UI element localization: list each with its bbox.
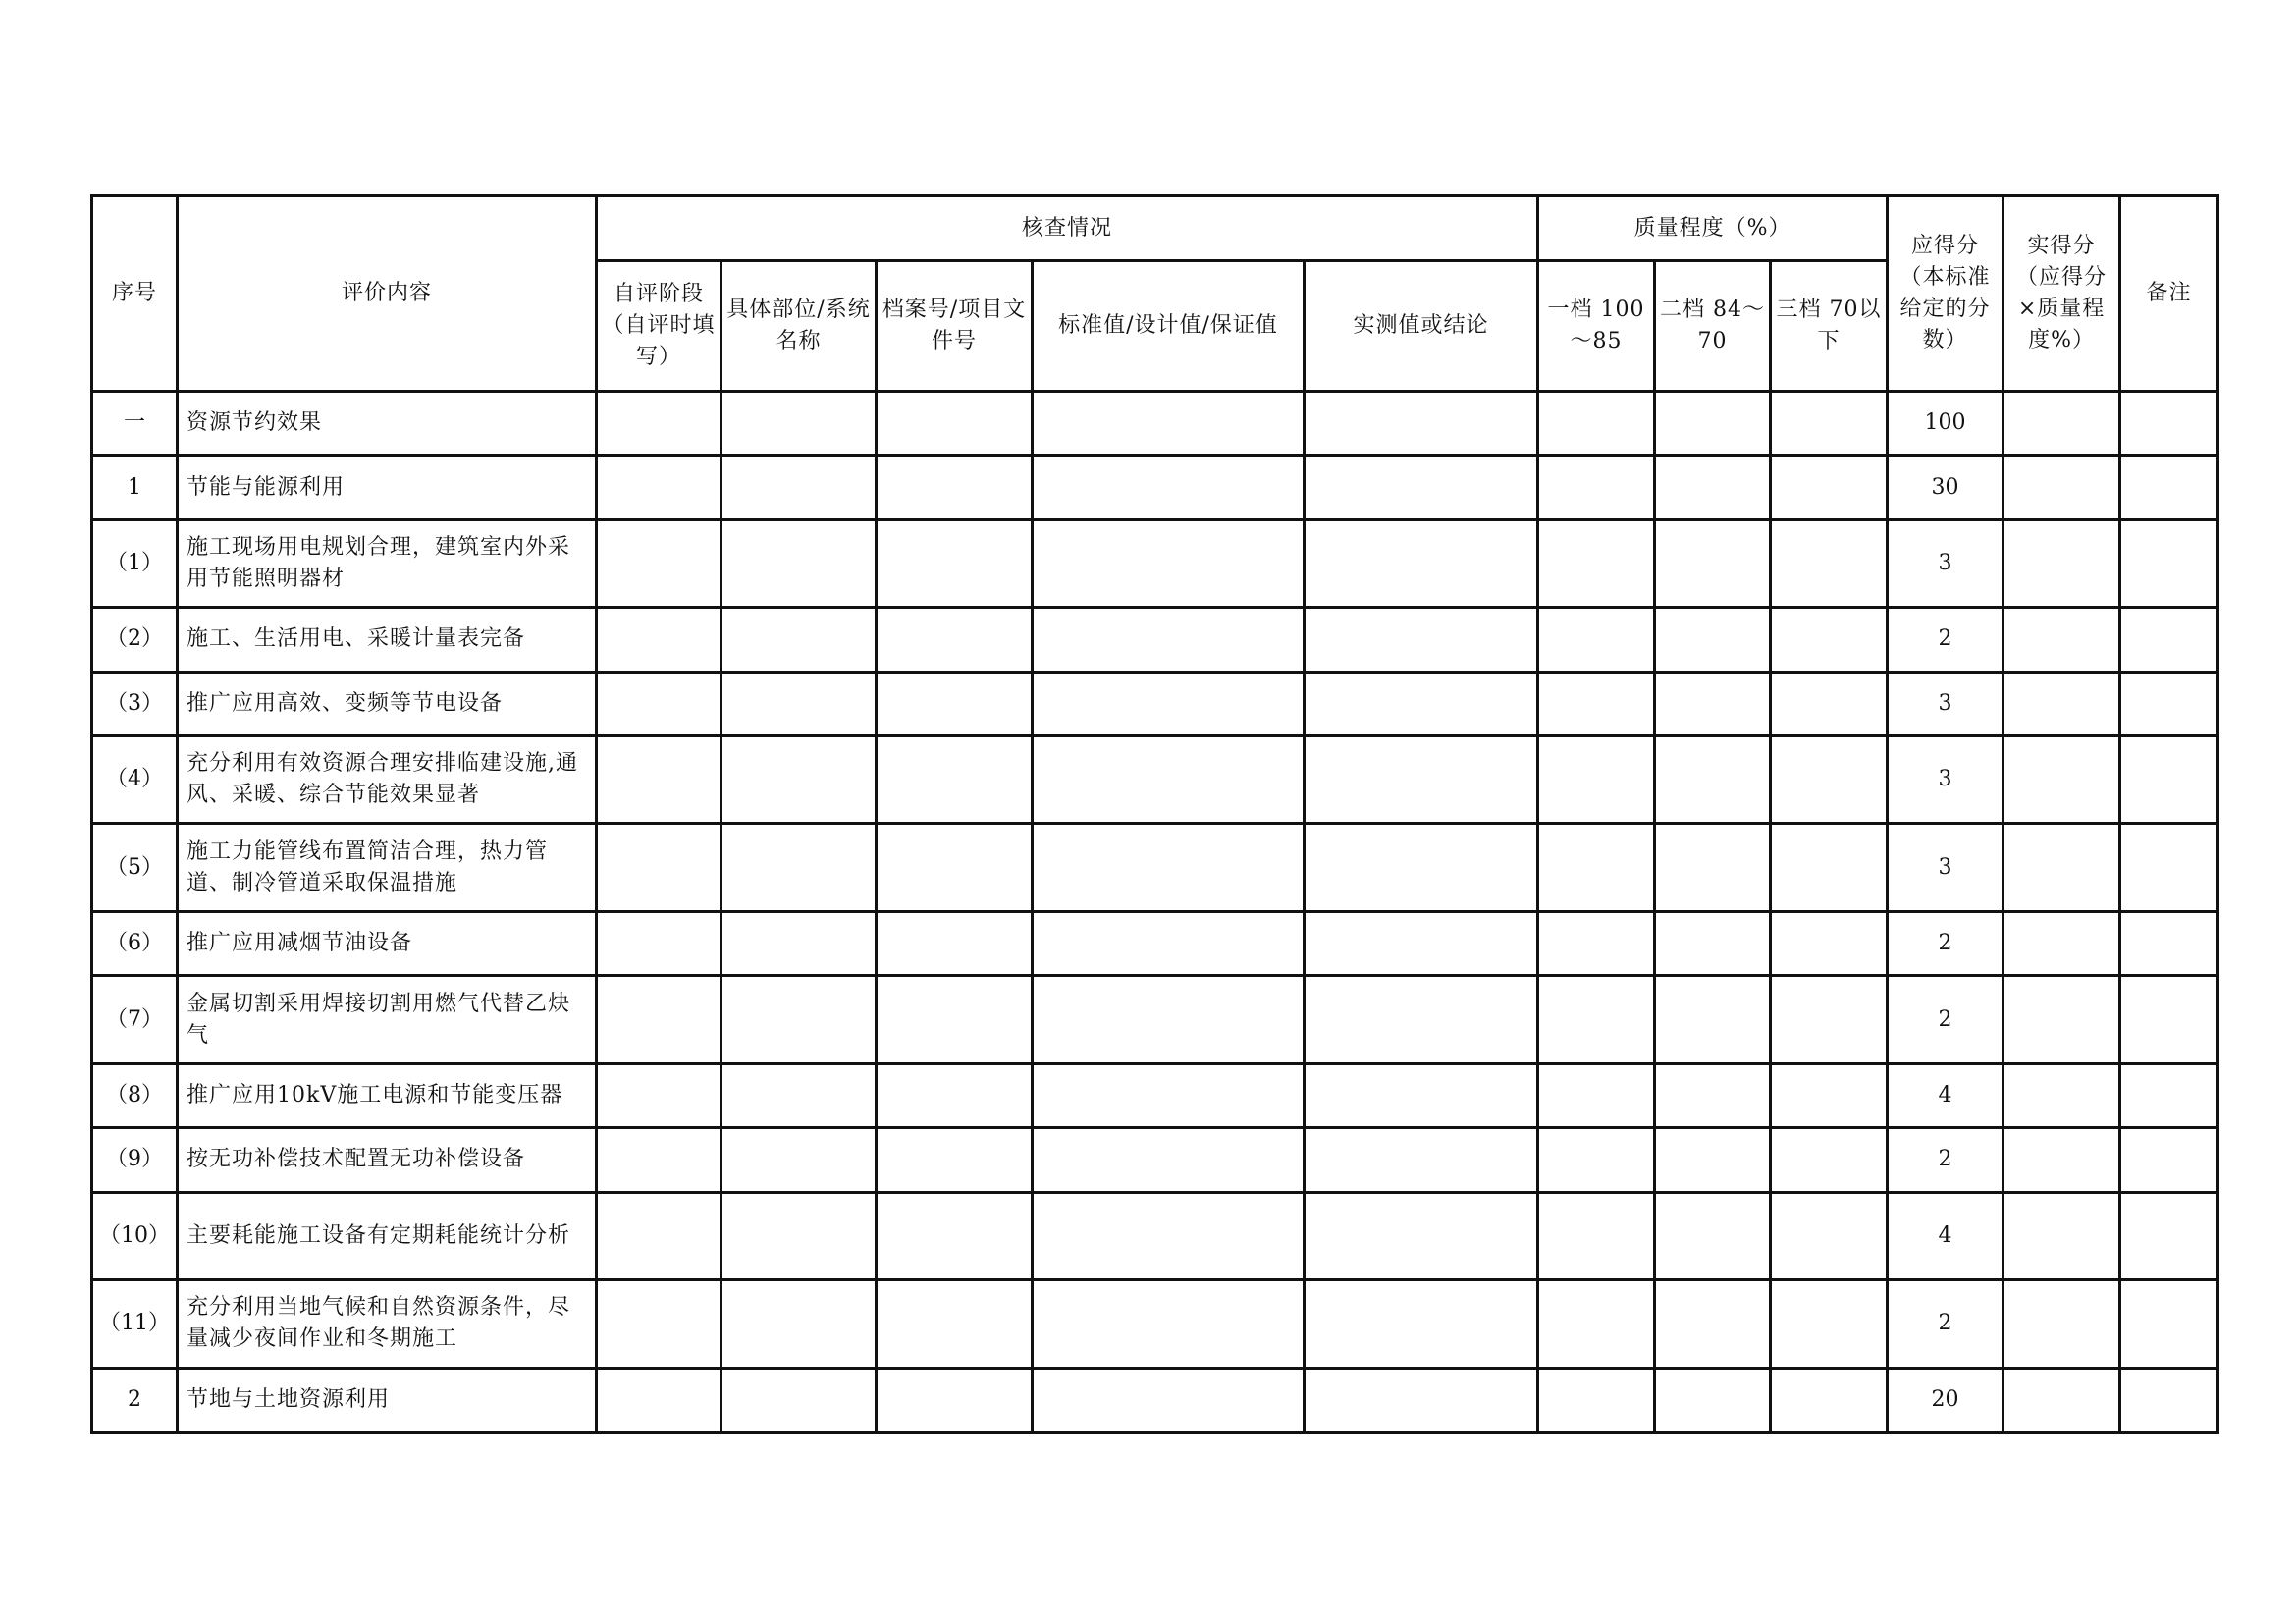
grade2-cell[interactable] xyxy=(1655,976,1771,1064)
location-cell[interactable] xyxy=(721,392,877,456)
grade2-cell[interactable] xyxy=(1655,1192,1771,1280)
archive-no-cell[interactable] xyxy=(877,824,1033,912)
row-due-score: 2 xyxy=(1888,911,2003,975)
table-row xyxy=(92,672,2218,735)
row-content: 施工现场用电规划合理，建筑室内外采用节能照明器材 xyxy=(178,519,597,608)
header-grade3: 三档 70以下 xyxy=(1771,261,1888,392)
header-standard: 标准值/设计值/保证值 xyxy=(1033,261,1305,392)
archive-no-cell[interactable] xyxy=(877,1280,1033,1369)
row-due-score: 20 xyxy=(1888,1368,2003,1432)
header-actual-score: 实得分（应得分×质量程度%） xyxy=(2003,196,2120,392)
row-seq: （2） xyxy=(92,608,178,672)
grade1-cell[interactable] xyxy=(1538,1063,1655,1127)
grade3-cell[interactable] xyxy=(1771,735,1888,824)
grade1-cell[interactable] xyxy=(1538,1192,1655,1280)
measured-cell[interactable] xyxy=(1305,672,1538,735)
actual-score-cell[interactable] xyxy=(2003,1280,2120,1369)
location-cell[interactable] xyxy=(721,976,877,1064)
grade3-cell[interactable] xyxy=(1771,608,1888,672)
grade2-cell[interactable] xyxy=(1655,392,1771,456)
header-self-eval-stage: 自评阶段（自评时填写） xyxy=(597,261,721,392)
standard-cell[interactable] xyxy=(1033,608,1305,672)
grade3-cell[interactable] xyxy=(1771,1280,1888,1369)
row-seq: （10） xyxy=(92,1192,178,1280)
grade3-cell[interactable] xyxy=(1771,1368,1888,1432)
header-seq: 序号 xyxy=(92,196,178,392)
grade2-cell[interactable] xyxy=(1655,1280,1771,1369)
grade2-cell[interactable] xyxy=(1655,824,1771,912)
row-due-score: 2 xyxy=(1888,1128,2003,1192)
actual-score-cell[interactable] xyxy=(2003,456,2120,519)
row-seq: （11） xyxy=(92,1280,178,1369)
row-content: 金属切割采用焊接切割用燃气代替乙炔气 xyxy=(178,976,597,1064)
header-check-group: 核查情况 xyxy=(597,196,1538,261)
grade1-cell[interactable] xyxy=(1538,519,1655,608)
self-eval-cell[interactable] xyxy=(597,1368,721,1432)
table-row xyxy=(92,1280,2218,1369)
table-row xyxy=(92,519,2218,608)
measured-cell[interactable] xyxy=(1305,824,1538,912)
self-eval-cell[interactable] xyxy=(597,1280,721,1369)
self-eval-cell[interactable] xyxy=(597,911,721,975)
grade3-cell[interactable] xyxy=(1771,672,1888,735)
grade1-cell[interactable] xyxy=(1538,1128,1655,1192)
actual-score-cell[interactable] xyxy=(2003,392,2120,456)
grade1-cell[interactable] xyxy=(1538,1368,1655,1432)
row-seq: 一 xyxy=(92,392,178,456)
remarks-cell[interactable] xyxy=(2120,519,2218,608)
grade3-cell[interactable] xyxy=(1771,392,1888,456)
measured-cell[interactable] xyxy=(1305,1280,1538,1369)
actual-score-cell[interactable] xyxy=(2003,608,2120,672)
actual-score-cell[interactable] xyxy=(2003,672,2120,735)
standard-cell[interactable] xyxy=(1033,1063,1305,1127)
row-seq: 2 xyxy=(92,1368,178,1432)
archive-no-cell[interactable] xyxy=(877,456,1033,519)
actual-score-cell[interactable] xyxy=(2003,1368,2120,1432)
archive-no-cell[interactable] xyxy=(877,1368,1033,1432)
standard-cell[interactable] xyxy=(1033,456,1305,519)
header-grade1: 一档 100～85 xyxy=(1538,261,1655,392)
measured-cell[interactable] xyxy=(1305,1063,1538,1127)
self-eval-cell[interactable] xyxy=(597,1192,721,1280)
measured-cell[interactable] xyxy=(1305,1192,1538,1280)
remarks-cell[interactable] xyxy=(2120,1128,2218,1192)
standard-cell[interactable] xyxy=(1033,911,1305,975)
table-row xyxy=(92,456,2218,519)
measured-cell[interactable] xyxy=(1305,519,1538,608)
location-cell[interactable] xyxy=(721,1128,877,1192)
evaluation-table xyxy=(90,194,2219,1434)
standard-cell[interactable] xyxy=(1033,1368,1305,1432)
location-cell[interactable] xyxy=(721,1368,877,1432)
table-row xyxy=(92,392,2218,456)
header-archive-no: 档案号/项目文件号 xyxy=(877,261,1033,392)
grade1-cell[interactable] xyxy=(1538,456,1655,519)
header-due-score: 应得分（本标准给定的分数） xyxy=(1888,196,2003,392)
grade3-cell[interactable] xyxy=(1771,1063,1888,1127)
row-content: 充分利用有效资源合理安排临建设施,通风、采暖、综合节能效果显著 xyxy=(178,735,597,824)
actual-score-cell[interactable] xyxy=(2003,519,2120,608)
measured-cell[interactable] xyxy=(1305,911,1538,975)
self-eval-cell[interactable] xyxy=(597,735,721,824)
row-due-score: 3 xyxy=(1888,672,2003,735)
remarks-cell[interactable] xyxy=(2120,608,2218,672)
grade3-cell[interactable] xyxy=(1771,519,1888,608)
grade2-cell[interactable] xyxy=(1655,735,1771,824)
self-eval-cell[interactable] xyxy=(597,976,721,1064)
measured-cell[interactable] xyxy=(1305,1128,1538,1192)
archive-no-cell[interactable] xyxy=(877,976,1033,1064)
self-eval-cell[interactable] xyxy=(597,1063,721,1127)
measured-cell[interactable] xyxy=(1305,392,1538,456)
row-due-score: 2 xyxy=(1888,976,2003,1064)
standard-cell[interactable] xyxy=(1033,824,1305,912)
remarks-cell[interactable] xyxy=(2120,735,2218,824)
grade2-cell[interactable] xyxy=(1655,672,1771,735)
location-cell[interactable] xyxy=(721,608,877,672)
header-remarks: 备注 xyxy=(2120,196,2218,392)
row-content: 充分利用当地气候和自然资源条件，尽量减少夜间作业和冬期施工 xyxy=(178,1280,597,1369)
actual-score-cell[interactable] xyxy=(2003,735,2120,824)
measured-cell[interactable] xyxy=(1305,456,1538,519)
archive-no-cell[interactable] xyxy=(877,1063,1033,1127)
self-eval-cell[interactable] xyxy=(597,608,721,672)
grade2-cell[interactable] xyxy=(1655,1368,1771,1432)
row-seq: （6） xyxy=(92,911,178,975)
archive-no-cell[interactable] xyxy=(877,911,1033,975)
location-cell[interactable] xyxy=(721,1063,877,1127)
grade1-cell[interactable] xyxy=(1538,392,1655,456)
archive-no-cell[interactable] xyxy=(877,608,1033,672)
evaluation-sheet xyxy=(90,194,2216,1434)
remarks-cell[interactable] xyxy=(2120,824,2218,912)
actual-score-cell[interactable] xyxy=(2003,824,2120,912)
row-due-score: 2 xyxy=(1888,608,2003,672)
table-row xyxy=(92,824,2218,912)
grade3-cell[interactable] xyxy=(1771,1128,1888,1192)
standard-cell[interactable] xyxy=(1033,519,1305,608)
row-seq: （5） xyxy=(92,824,178,912)
remarks-cell[interactable] xyxy=(2120,392,2218,456)
location-cell[interactable] xyxy=(721,1280,877,1369)
row-seq: （1） xyxy=(92,519,178,608)
grade1-cell[interactable] xyxy=(1538,672,1655,735)
row-seq: （7） xyxy=(92,976,178,1064)
row-due-score: 3 xyxy=(1888,519,2003,608)
archive-no-cell[interactable] xyxy=(877,735,1033,824)
row-seq: （9） xyxy=(92,1128,178,1192)
grade3-cell[interactable] xyxy=(1771,976,1888,1064)
row-content: 资源节约效果 xyxy=(178,392,597,456)
standard-cell[interactable] xyxy=(1033,672,1305,735)
table-row xyxy=(92,1368,2218,1432)
header-quality-group: 质量程度（%） xyxy=(1538,196,1888,261)
actual-score-cell[interactable] xyxy=(2003,1192,2120,1280)
measured-cell[interactable] xyxy=(1305,976,1538,1064)
location-cell[interactable] xyxy=(721,1192,877,1280)
row-content: 施工、生活用电、采暖计量表完备 xyxy=(178,608,597,672)
standard-cell[interactable] xyxy=(1033,735,1305,824)
location-cell[interactable] xyxy=(721,911,877,975)
table-row xyxy=(92,911,2218,975)
grade2-cell[interactable] xyxy=(1655,1128,1771,1192)
row-seq: （3） xyxy=(92,672,178,735)
grade1-cell[interactable] xyxy=(1538,911,1655,975)
grade2-cell[interactable] xyxy=(1655,519,1771,608)
row-content: 推广应用减烟节油设备 xyxy=(178,911,597,975)
remarks-cell[interactable] xyxy=(2120,911,2218,975)
location-cell[interactable] xyxy=(721,519,877,608)
archive-no-cell[interactable] xyxy=(877,519,1033,608)
row-due-score: 3 xyxy=(1888,824,2003,912)
row-content: 施工力能管线布置简洁合理，热力管道、制冷管道采取保温措施 xyxy=(178,824,597,912)
row-content: 节能与能源利用 xyxy=(178,456,597,519)
table-row xyxy=(92,1192,2218,1280)
self-eval-cell[interactable] xyxy=(597,519,721,608)
row-content: 推广应用高效、变频等节电设备 xyxy=(178,672,597,735)
actual-score-cell[interactable] xyxy=(2003,976,2120,1064)
self-eval-cell[interactable] xyxy=(597,1128,721,1192)
table-row xyxy=(92,1063,2218,1127)
archive-no-cell[interactable] xyxy=(877,1192,1033,1280)
actual-score-cell[interactable] xyxy=(2003,911,2120,975)
grade2-cell[interactable] xyxy=(1655,456,1771,519)
archive-no-cell[interactable] xyxy=(877,1128,1033,1192)
remarks-cell[interactable] xyxy=(2120,1368,2218,1432)
self-eval-cell[interactable] xyxy=(597,456,721,519)
grade1-cell[interactable] xyxy=(1538,735,1655,824)
self-eval-cell[interactable] xyxy=(597,392,721,456)
row-due-score: 3 xyxy=(1888,735,2003,824)
remarks-cell[interactable] xyxy=(2120,672,2218,735)
table-row xyxy=(92,976,2218,1064)
header-location: 具体部位/系统名称 xyxy=(721,261,877,392)
standard-cell[interactable] xyxy=(1033,976,1305,1064)
grade3-cell[interactable] xyxy=(1771,911,1888,975)
location-cell[interactable] xyxy=(721,735,877,824)
grade1-cell[interactable] xyxy=(1538,608,1655,672)
row-seq: 1 xyxy=(92,456,178,519)
standard-cell[interactable] xyxy=(1033,1128,1305,1192)
grade1-cell[interactable] xyxy=(1538,1280,1655,1369)
archive-no-cell[interactable] xyxy=(877,672,1033,735)
row-seq: （4） xyxy=(92,735,178,824)
remarks-cell[interactable] xyxy=(2120,456,2218,519)
actual-score-cell[interactable] xyxy=(2003,1128,2120,1192)
remarks-cell[interactable] xyxy=(2120,1063,2218,1127)
grade1-cell[interactable] xyxy=(1538,976,1655,1064)
grade2-cell[interactable] xyxy=(1655,608,1771,672)
grade3-cell[interactable] xyxy=(1771,456,1888,519)
row-content: 主要耗能施工设备有定期耗能统计分析 xyxy=(178,1192,597,1280)
measured-cell[interactable] xyxy=(1305,735,1538,824)
header-grade2: 二档 84～70 xyxy=(1655,261,1771,392)
row-due-score: 100 xyxy=(1888,392,2003,456)
grade3-cell[interactable] xyxy=(1771,824,1888,912)
measured-cell[interactable] xyxy=(1305,1368,1538,1432)
actual-score-cell[interactable] xyxy=(2003,1063,2120,1127)
remarks-cell[interactable] xyxy=(2120,1280,2218,1369)
row-content: 按无功补偿技术配置无功补偿设备 xyxy=(178,1128,597,1192)
location-cell[interactable] xyxy=(721,824,877,912)
table-row xyxy=(92,735,2218,824)
grade2-cell[interactable] xyxy=(1655,911,1771,975)
measured-cell[interactable] xyxy=(1305,608,1538,672)
table-body xyxy=(92,392,2218,1433)
standard-cell[interactable] xyxy=(1033,1192,1305,1280)
grade1-cell[interactable] xyxy=(1538,824,1655,912)
remarks-cell[interactable] xyxy=(2120,976,2218,1064)
row-seq: （8） xyxy=(92,1063,178,1127)
location-cell[interactable] xyxy=(721,456,877,519)
header-content: 评价内容 xyxy=(178,196,597,392)
row-due-score: 30 xyxy=(1888,456,2003,519)
self-eval-cell[interactable] xyxy=(597,672,721,735)
archive-no-cell[interactable] xyxy=(877,392,1033,456)
row-content: 节地与土地资源利用 xyxy=(178,1368,597,1432)
table-row xyxy=(92,1128,2218,1192)
row-due-score: 4 xyxy=(1888,1063,2003,1127)
standard-cell[interactable] xyxy=(1033,1280,1305,1369)
grade2-cell[interactable] xyxy=(1655,1063,1771,1127)
row-content: 推广应用10kV施工电源和节能变压器 xyxy=(178,1063,597,1127)
row-due-score: 4 xyxy=(1888,1192,2003,1280)
remarks-cell[interactable] xyxy=(2120,1192,2218,1280)
location-cell[interactable] xyxy=(721,672,877,735)
standard-cell[interactable] xyxy=(1033,392,1305,456)
row-due-score: 2 xyxy=(1888,1280,2003,1369)
table-row xyxy=(92,608,2218,672)
grade3-cell[interactable] xyxy=(1771,1192,1888,1280)
self-eval-cell[interactable] xyxy=(597,824,721,912)
header-measured: 实测值或结论 xyxy=(1305,261,1538,392)
